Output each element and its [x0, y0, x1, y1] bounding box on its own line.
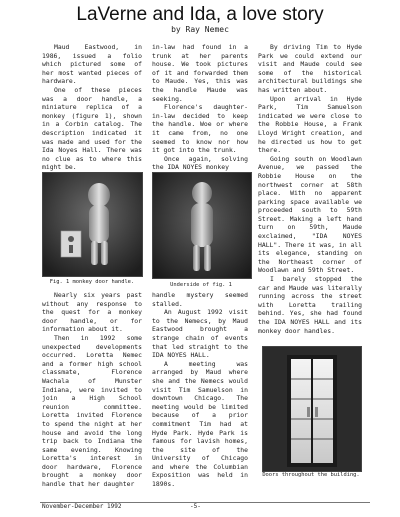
paragraph: One of these pieces was a door handle, a miniature replica of a monkey (figure 1), shown in a Corbin catalog. The description indicated it was made and used for the Ida Noyes Hall. There was no clue as to where this might be. [42, 85, 142, 172]
article-title: LaVerne and Ida, a love story [76, 4, 324, 25]
figure-2-caption: Underside of fig. 1 [170, 282, 232, 288]
column-2-top [152, 43, 248, 172]
paragraph: Florence's daughter-in-law decided to keep the handle. Woe or where it came from, no one seemed to know nor how it got into the trunk. [152, 103, 248, 155]
underside-photo [152, 172, 252, 279]
paragraph: Maud Eastwood, in 1986, issued a folio which pictured some of her most wanted pieces of hardware. [42, 43, 142, 86]
paragraph: Then in 1992 some unexpected developments occurred. Loretta Nemec and a former high school classmate, Florence Wachala of Munster Indiana, were invited to join a High School reunion committee. Loretta invited Florence to spend the night at her house and avoid the long trip back to Indiana the same evening. Knowing Loretta's interest in door hardware, Florence brought a monkey door handle that her daughter [42, 333, 142, 489]
issue-date: November-December 1992 [42, 503, 122, 510]
paragraph: Going south on Woodlawn Avenue, we passed the Robbie House on the northwest corner at 58th place. With no apparent parking space available we proceeded south to 59th Street. Making a left hand turn on 59th, Maude exclaimed, "IDA NOYES HALL". There it was, in all its elegance, standing on the Northeast corner of Woodlawn and 59th Street. [258, 154, 362, 275]
column-1-bottom [42, 291, 142, 489]
column-1-top [42, 43, 142, 172]
paragraph: I barely stopped the car and Maude was literally running across the street with Loretta trailing behind. Yes, she had found the IDA NOYES HALL and its monkey door handles. [258, 275, 362, 335]
column-2-bottom [152, 291, 248, 489]
paragraph: Nearly six years past without any response to the quest for a monkey door handle, or for information about it. [42, 291, 142, 334]
paragraph: Once again, solving the IDA NOYES monkey [152, 154, 248, 172]
paragraph: By driving Tim to Hyde Park we could extend our visit and Maude could see some of the historical architectural buildings she has written about. [258, 43, 362, 94]
figure-3-caption: Doors throughout the building. [262, 472, 360, 478]
doors-photo [262, 346, 362, 472]
byline: by Ray Nemec [171, 25, 229, 34]
monkey-handle-photo [42, 172, 143, 277]
column-3 [258, 43, 362, 335]
paragraph: Upon arrival in Hyde Park, Tim Samuelson indicated we were close to the Robbie House, a Frank Lloyd Wright creation, and he directed us how to get there. [258, 94, 362, 155]
page-number: -5- [190, 503, 201, 510]
paragraph: An August 1992 visit to the Nemecs, by Maud Eastwood brought a strange chain of events that led straight to the IDA NOYES HALL. [152, 308, 248, 360]
paragraph: A meeting was arranged by Maud where she and the Nemecs would visit Tim Samuelson in downtown Chicago. The meeting would be limited because of a prior commitment Tim had at Hyde Park. Hyde Park is famous for lavish homes, the site of the University of Chicago and where the Columbian Exposition was held in 1890s. [152, 359, 248, 489]
paragraph: in-law had found in a trunk at her parents house. We took pictures of it and forwarded them to Maude. Yes, this was the handle Maude was seeking. [152, 43, 248, 103]
paragraph: handle mystery seemed stalled. [152, 291, 248, 308]
figure-1-caption: Fig. 1 monkey door handle. [49, 279, 135, 285]
